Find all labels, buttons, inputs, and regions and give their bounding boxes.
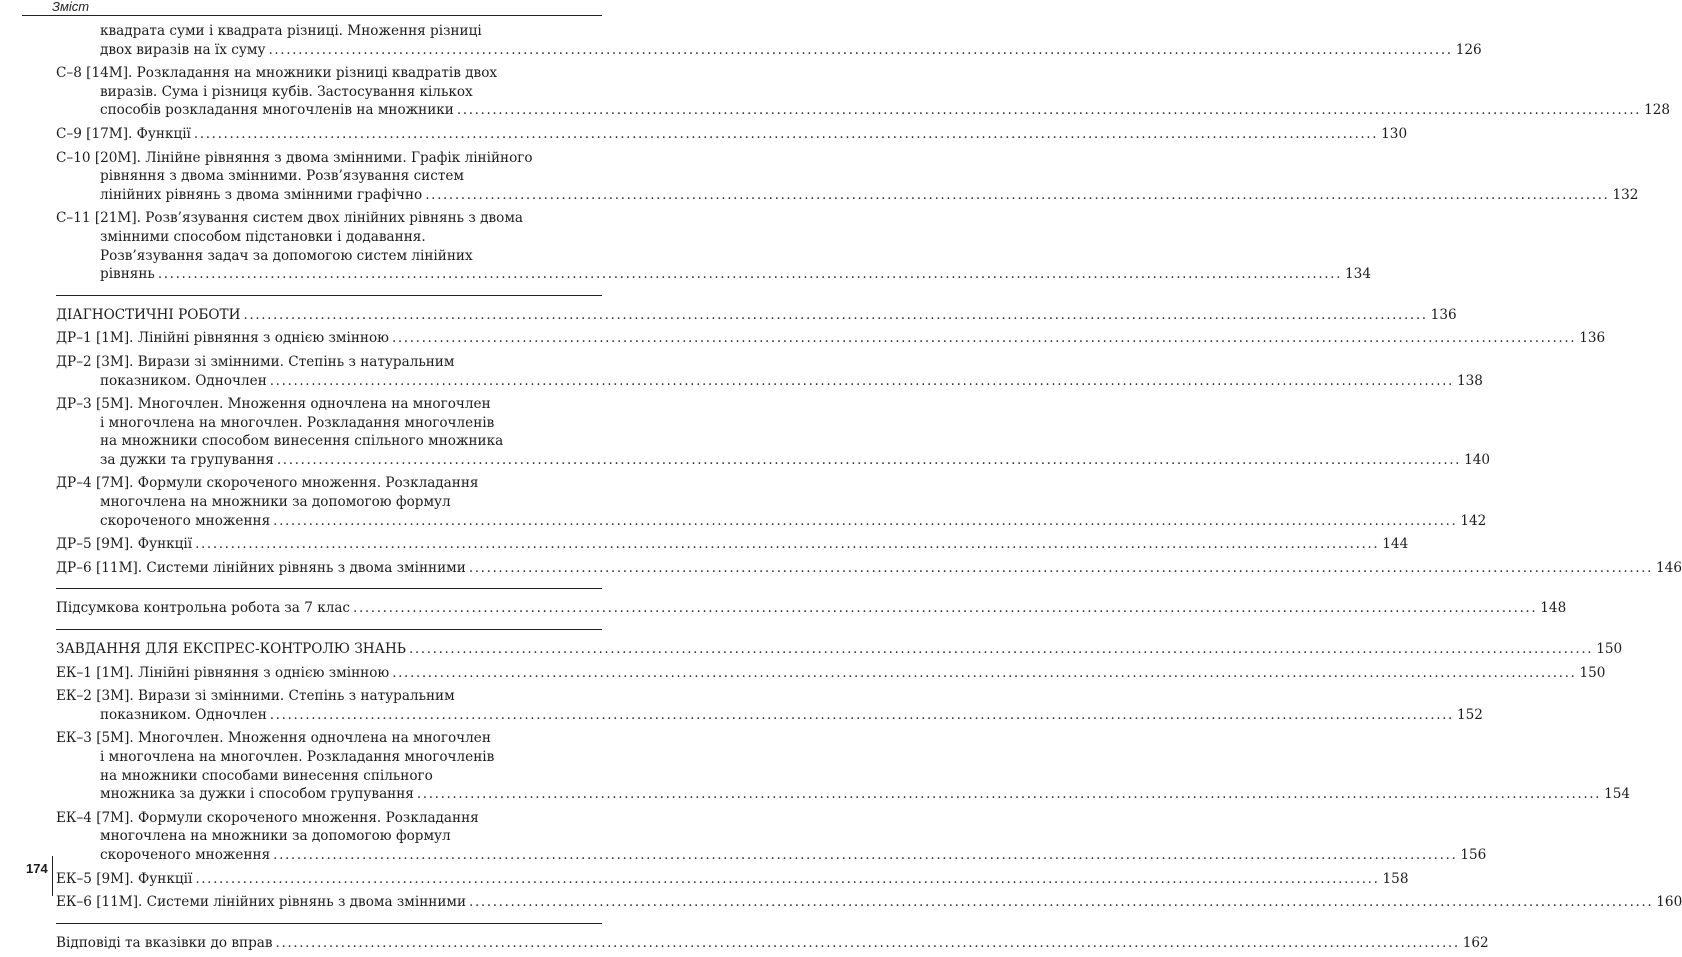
toc-entry-last-line: [56, 559, 1682, 578]
toc-page-number: 150: [1579, 664, 1606, 681]
toc-entry-last-line: [56, 101, 1671, 120]
toc-page-number: 140: [1464, 451, 1491, 468]
toc-entry[interactable]: [56, 893, 1682, 912]
toc-page-number: 156: [1460, 846, 1487, 863]
toc-entry[interactable]: [56, 687, 1483, 724]
toc-entry-title: ДР–1 [1М]. Лінійні рівняння з однією змінною: [56, 330, 389, 347]
toc-entry[interactable]: [56, 640, 1623, 659]
toc-entry-line: виразів. Сума і різниця кубів. Застосування кількох: [100, 83, 473, 100]
toc-entry-title: двох виразів на їх суму: [100, 41, 266, 58]
toc-page-number: 154: [1604, 786, 1631, 803]
toc-entry[interactable]: [56, 664, 1606, 683]
dot-leader: ........................................................................................................................................................................................................: [353, 600, 1538, 617]
section-divider: [56, 588, 602, 589]
toc-entry[interactable]: [56, 559, 1682, 578]
dot-leader: ........................................................................................................................................................................................................: [195, 870, 1380, 887]
toc-entry-line: многочлена на множники за допомогою формул: [100, 828, 451, 845]
toc-entry-line: С–8 [14М]. Розкладання на множники різниці квадратів двох: [56, 65, 498, 82]
toc-entry[interactable]: [56, 395, 1491, 469]
toc-entry-last-line: [56, 125, 1408, 144]
toc-entry[interactable]: [56, 934, 1489, 953]
toc-entry[interactable]: [56, 64, 1671, 120]
toc-entry-title: способів розкладання многочленів на множники: [100, 102, 454, 119]
toc-entry-title: лінійних рівнянь з двома змінними графічно: [100, 186, 423, 203]
toc-entry-title: скороченого множення: [100, 846, 271, 863]
toc-page-number: 136: [1430, 306, 1457, 323]
toc-entry-title: Відповіді та вказівки до вправ: [56, 934, 273, 951]
table-of-contents: [56, 22, 1682, 957]
dot-leader: ........................................................................................................................................................................................................: [468, 559, 1654, 576]
toc-entry-line: на множники способами винесення спільного: [100, 767, 433, 784]
dot-leader: ........................................................................................................................................................................................................: [275, 934, 1460, 951]
toc-entry-last-line: [56, 846, 1487, 865]
toc-entry[interactable]: [56, 474, 1487, 530]
toc-entry-title: ДР–6 [11М]. Системи лінійних рівнянь з двома змінними: [56, 559, 466, 576]
toc-page-number: 162: [1462, 934, 1489, 951]
toc-entry-line: ЕК–4 [7М]. Формули скороченого множення. Розкладання: [56, 809, 479, 826]
toc-page-number: 132: [1612, 186, 1639, 203]
toc-entry[interactable]: [56, 209, 1371, 283]
toc-entry-line: ЕК–3 [5М]. Многочлен. Множення одночлена на многочлен: [56, 730, 491, 747]
dot-leader: ........................................................................................................................................................................................................: [416, 786, 1602, 803]
toc-entry-last-line: [56, 706, 1483, 725]
toc-entry-last-line: [56, 265, 1371, 284]
toc-entry-title: ЗАВДАННЯ ДЛЯ ЕКСПРЕС-КОНТРОЛЮ ЗНАНЬ: [56, 641, 406, 658]
toc-entry-last-line: [56, 372, 1483, 391]
toc-entry-line: С–11 [21М]. Розв’язування систем двох лінійних рівнянь з двома: [56, 210, 524, 227]
toc-entry-title: С–9 [17М]. Функції: [56, 125, 191, 142]
dot-leader: ........................................................................................................................................................................................................: [193, 125, 1379, 142]
toc-entry[interactable]: [56, 306, 1457, 325]
dot-leader: ........................................................................................................................................................................................................: [469, 894, 1654, 911]
toc-entry[interactable]: [56, 149, 1639, 205]
dot-leader: ........................................................................................................................................................................................................: [391, 330, 1577, 347]
toc-entry-line: і многочлена на многочлен. Розкладання многочленів: [100, 749, 495, 765]
toc-entry-title: ДІАГНОСТИЧНІ РОБОТИ: [56, 306, 241, 323]
toc-entry-last-line: [56, 599, 1567, 618]
toc-entry-title: ЕК–6 [11М]. Системи лінійних рівнянь з двома змінними: [56, 894, 467, 911]
toc-entry-title: показником. Одночлен: [100, 372, 267, 389]
toc-entry[interactable]: [56, 535, 1409, 554]
toc-entry-title: Підсумкова контрольна робота за 7 клас: [56, 600, 351, 617]
toc-page-number: 160: [1656, 894, 1682, 911]
toc-entry-last-line: [56, 329, 1606, 348]
toc-entry-title: за дужки та групування: [100, 451, 274, 468]
section-divider: [56, 923, 602, 924]
toc-entry-line: ДР–2 [3М]. Вирази зі змінними. Степінь з натуральним: [56, 353, 455, 370]
toc-entry-title: множника за дужки і способом групування: [100, 786, 414, 803]
toc-entry-last-line: [56, 640, 1623, 659]
toc-entry-title: скороченого множення: [100, 512, 271, 529]
toc-entry-line: квадрата суми і квадрата різниці. Множення різниці: [100, 23, 482, 39]
toc-entry-last-line: [56, 785, 1631, 804]
toc-entry-line: ДР–3 [5М]. Многочлен. Множення одночлена на многочлен: [56, 396, 491, 413]
toc-entry[interactable]: [56, 329, 1606, 348]
toc-page-number: 146: [1656, 559, 1682, 576]
toc-entry-line: на множники способом винесення спільного множника: [100, 433, 504, 450]
toc-entry-line: Розв’язування задач за допомогою систем лінійних: [100, 247, 473, 264]
toc-entry-title: ЕК–1 [1М]. Лінійні рівняння з однією змінною: [56, 664, 390, 681]
dot-leader: ........................................................................................................................................................................................................: [392, 664, 1577, 681]
toc-entry-last-line: [56, 306, 1457, 325]
toc-entry[interactable]: [56, 353, 1483, 390]
dot-leader: ........................................................................................................................................................................................................: [157, 266, 1343, 283]
toc-entry[interactable]: [56, 870, 1409, 889]
toc-page-number: 136: [1579, 330, 1606, 347]
toc-entry-last-line: [56, 186, 1639, 205]
dot-leader: ........................................................................................................................................................................................................: [195, 536, 1380, 553]
footer-divider: [52, 856, 53, 896]
toc-entry[interactable]: [56, 22, 1482, 59]
toc-entry-last-line: [56, 41, 1482, 60]
toc-entry-line: і многочлена на многочлен. Розкладання многочленів: [100, 414, 495, 431]
toc-entry-last-line: [56, 512, 1487, 531]
toc-entry-line: многочлена на множники за допомогою формул: [100, 494, 451, 511]
toc-entry-title: показником. Одночлен: [100, 706, 267, 723]
toc-page-number: 134: [1345, 266, 1371, 283]
toc-entry-last-line: [56, 934, 1489, 953]
toc-entry-title: ЕК–5 [9М]. Функції: [56, 870, 193, 887]
dot-leader: ........................................................................................................................................................................................................: [425, 186, 1610, 203]
dot-leader: ........................................................................................................................................................................................................: [273, 846, 1458, 863]
dot-leader: ........................................................................................................................................................................................................: [456, 102, 1642, 119]
dot-leader: ........................................................................................................................................................................................................: [408, 641, 1594, 658]
toc-entry-line: ЕК–2 [3М]. Вирази зі змінними. Степінь з натуральним: [56, 688, 455, 705]
dot-leader: ........................................................................................................................................................................................................: [273, 512, 1458, 529]
toc-entry-last-line: [56, 893, 1682, 912]
page-number: 174: [26, 861, 48, 876]
toc-entry[interactable]: [56, 729, 1631, 803]
toc-page-number: 126: [1455, 41, 1482, 58]
dot-leader: ........................................................................................................................................................................................................: [276, 451, 1462, 468]
toc-entry-line: змінними способом підстановки і додавання.: [100, 228, 426, 245]
dot-leader: ........................................................................................................................................................................................................: [268, 41, 1453, 58]
toc-entry[interactable]: [56, 599, 1567, 618]
toc-entry-line: С–10 [20М]. Лінійне рівняння з двома змінними. Графік лінійного: [56, 149, 533, 166]
toc-page-number: 144: [1382, 536, 1409, 553]
toc-entry-last-line: [56, 664, 1606, 683]
toc-page-number: 158: [1382, 870, 1409, 887]
toc-entry-line: рівняння з двома змінними. Розв’язування систем: [100, 168, 464, 185]
dot-leader: ........................................................................................................................................................................................................: [269, 706, 1454, 723]
toc-entry-last-line: [56, 870, 1409, 889]
section-divider: [56, 295, 602, 296]
header-bar: [22, 0, 602, 16]
toc-entry[interactable]: [56, 125, 1408, 144]
dot-leader: ........................................................................................................................................................................................................: [269, 372, 1454, 389]
toc-entry[interactable]: [56, 809, 1487, 865]
toc-entry-title: рівнянь: [100, 266, 155, 283]
toc-page-number: 130: [1381, 125, 1408, 142]
toc-page-number: 150: [1596, 641, 1623, 658]
toc-entry-last-line: [56, 451, 1491, 470]
toc-entry-line: ДР–4 [7М]. Формули скороченого множення. Розкладання: [56, 475, 479, 492]
toc-page-number: 152: [1456, 706, 1483, 723]
toc-page-number: 128: [1644, 102, 1671, 119]
dot-leader: ........................................................................................................................................................................................................: [243, 306, 1428, 323]
toc-entry-title: ДР–5 [9М]. Функції: [56, 536, 193, 553]
toc-page-number: 148: [1540, 600, 1567, 617]
toc-page-number: 138: [1456, 372, 1483, 389]
toc-page-number: 142: [1460, 512, 1487, 529]
section-divider: [56, 629, 602, 630]
toc-entry-last-line: [56, 535, 1409, 554]
section-title: Зміст: [52, 0, 90, 14]
